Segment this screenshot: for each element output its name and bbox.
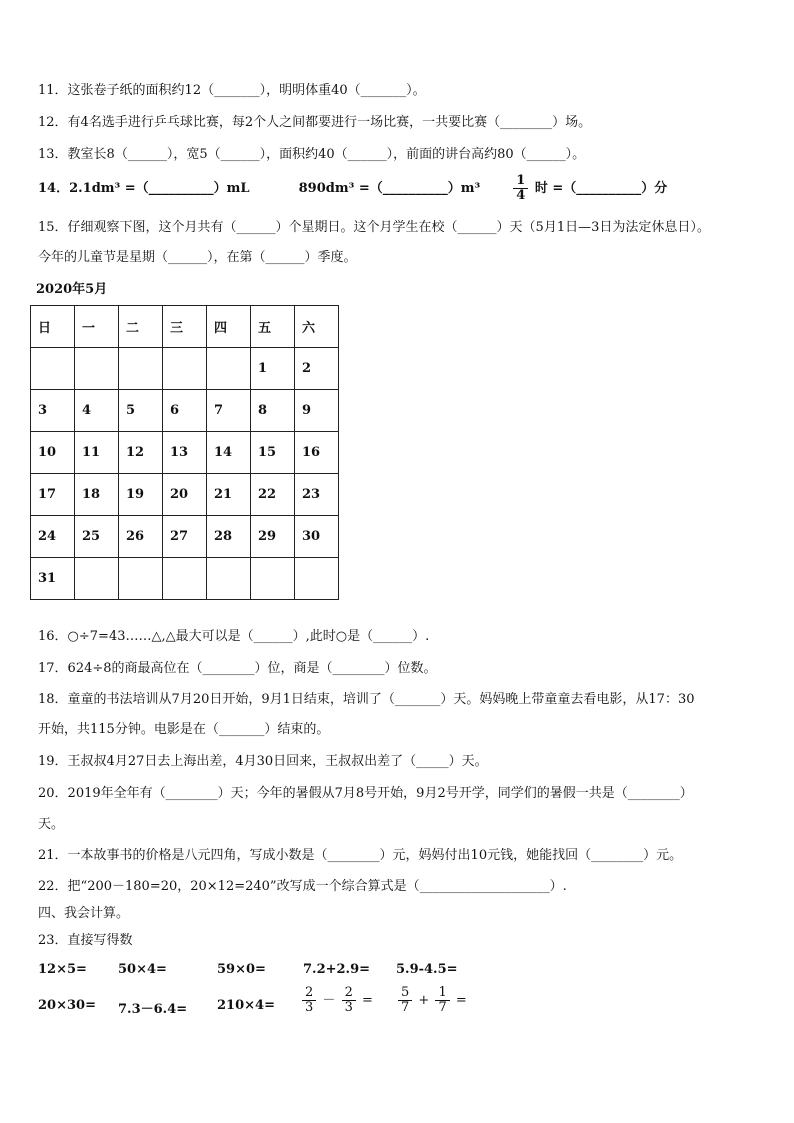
question-15-line2: 今年的儿童节是星期（______），在第（______）季度。 (38, 250, 357, 265)
calc-item: 7.2+2.9= (303, 962, 371, 977)
question-20-line2: 天。 (38, 817, 65, 832)
calendar-day-cell (163, 558, 207, 600)
calendar-day-cell: 10 (31, 432, 75, 474)
calendar-header-cell: 日 (31, 306, 75, 348)
fraction-denominator: 7 (438, 1000, 447, 1015)
q14-part1: 14．2.1dm³ =（__________）mL (38, 181, 250, 196)
calendar-day-cell: 30 (295, 516, 339, 558)
calendar-week-row (31, 474, 339, 516)
question-21: 21．一本故事书的价格是八元四角，写成小数是（________）元，妈妈付出10元钱，她能找回（________）元。 (38, 848, 683, 863)
q14-frac-num: 1 (513, 174, 528, 189)
q14-fraction (513, 174, 528, 203)
q14-part2: 890dm³ =（__________）m³ (298, 181, 481, 196)
calendar-week-row (31, 558, 339, 600)
fraction-denominator: 7 (401, 1000, 410, 1015)
calendar-day-cell: 22 (251, 474, 295, 516)
calendar-day-cell (75, 348, 119, 390)
fraction-numerator: 2 (342, 986, 356, 1001)
calendar-day-cell: 27 (163, 516, 207, 558)
calc-item: 210×4= (217, 998, 275, 1013)
question-18-line2: 开始，共115分钟。电影是在（_______）结束的。 (38, 722, 330, 737)
fraction-denominator: 3 (344, 1000, 353, 1015)
calendar-day-cell: 16 (295, 432, 339, 474)
q14-part3: 时 =（__________）分 (534, 181, 668, 196)
calc-item: 5.9-4.5= (396, 962, 458, 977)
calendar-day-cell: 14 (207, 432, 251, 474)
question-15-line1: 15．仔细观察下图，这个月共有（______）个星期日。这个月学生在校（______）天（5月1日—3日为法定休息日）。 (38, 220, 710, 235)
fraction (398, 986, 412, 1015)
calendar-day-cell: 8 (251, 390, 295, 432)
calendar-day-cell: 15 (251, 432, 295, 474)
calendar-header-row (31, 306, 339, 348)
section-heading-calculation: 四、我会计算。 (38, 906, 130, 921)
calendar-day-cell (75, 558, 119, 600)
calendar-day-cell: 5 (119, 390, 163, 432)
fraction-numerator: 2 (302, 986, 316, 1001)
question-12: 12．有4名选手进行乒乓球比赛，每2个人之间都要进行一场比赛，一共要比赛（________）场。 (38, 115, 592, 130)
calendar-day-cell (163, 348, 207, 390)
calendar-day-cell: 24 (31, 516, 75, 558)
calendar-week-row (31, 348, 339, 390)
calendar-day-cell (295, 558, 339, 600)
q14-frac-den: 4 (516, 188, 526, 203)
calendar-title: 2020年5月 (36, 282, 108, 297)
calendar-day-cell: 6 (163, 390, 207, 432)
calendar-day-cell: 9 (295, 390, 339, 432)
fraction-numerator: 1 (435, 986, 449, 1001)
calendar-day-cell: 25 (75, 516, 119, 558)
fraction-calc-2 (396, 986, 467, 1015)
question-19: 19．王叔叔4月27日去上海出差，4月30日回来，王叔叔出差了（_____）天。 (38, 754, 488, 769)
calc-item: 20×30= (38, 998, 96, 1013)
calendar-day-cell: 23 (295, 474, 339, 516)
calendar-day-cell: 3 (31, 390, 75, 432)
fraction (435, 986, 449, 1015)
operator: + (418, 993, 430, 1008)
calendar-day-cell: 19 (119, 474, 163, 516)
calendar-day-cell: 17 (31, 474, 75, 516)
question-20-line1: 20．2019年全年有（________）天；今年的暑假从7月8号开始，9月2号开学，同学们的暑假一共是（________） (38, 786, 693, 801)
fraction (342, 986, 356, 1015)
calendar-day-cell (207, 558, 251, 600)
calc-item: 59×0= (217, 962, 266, 977)
calendar-day-cell: 4 (75, 390, 119, 432)
calendar-day-cell (207, 348, 251, 390)
calc-item: 12×5= (38, 962, 87, 977)
calendar-header-cell: 二 (119, 306, 163, 348)
calendar-header-cell: 五 (251, 306, 295, 348)
calendar-day-cell: 29 (251, 516, 295, 558)
calendar-day-cell: 31 (31, 558, 75, 600)
calendar-day-cell: 21 (207, 474, 251, 516)
question-17: 17．624÷8的商最高位在（________）位，商是（________）位数。 (38, 661, 437, 676)
fraction-calc-1 (300, 986, 373, 1015)
question-11: 11．这张卷子纸的面积约12（_______），明明体重40（_______）。 (38, 83, 426, 98)
calendar-day-cell: 2 (295, 348, 339, 390)
question-18-line1: 18．童童的书法培训从7月20日开始，9月1日结束，培训了（_______）天。妈妈晚上带童童去看电影，从17：30 (38, 692, 695, 707)
calendar-week-row (31, 390, 339, 432)
calendar-header-cell: 四 (207, 306, 251, 348)
fraction (302, 986, 316, 1015)
calendar-week-row (31, 432, 339, 474)
fraction-numerator: 5 (398, 986, 412, 1001)
calendar-day-cell: 7 (207, 390, 251, 432)
fraction-denominator: 3 (305, 1000, 314, 1015)
calendar-header-cell: 六 (295, 306, 339, 348)
calendar-day-cell (31, 348, 75, 390)
calendar-table (30, 305, 339, 600)
calendar-day-cell: 28 (207, 516, 251, 558)
calendar-day-cell: 13 (163, 432, 207, 474)
calendar-day-cell: 1 (251, 348, 295, 390)
calendar-day-cell (119, 558, 163, 600)
equals-sign: = (455, 993, 467, 1008)
operator: － (322, 993, 336, 1008)
question-22: 22．把“200－180=20，20×12=240”改写成一个综合算式是（____________________）. (38, 879, 567, 894)
calendar-day-cell: 18 (75, 474, 119, 516)
calc-item: 7.3－6.4= (118, 1002, 188, 1017)
question-23-title: 23．直接写得数 (38, 933, 133, 948)
calendar-header-cell: 三 (163, 306, 207, 348)
calendar-week-row (31, 516, 339, 558)
calendar-day-cell (119, 348, 163, 390)
question-13: 13．教室长8（______），宽5（______），面积约40（______），前面的讲台高约80（______）。 (38, 147, 586, 162)
equals-sign: = (362, 993, 373, 1008)
calendar-day-cell: 12 (119, 432, 163, 474)
calendar-day-cell (251, 558, 295, 600)
calendar-day-cell: 11 (75, 432, 119, 474)
question-16: 16．○÷7=43……△,△最大可以是（______）,此时○是（______）. (38, 629, 430, 644)
calendar-day-cell: 20 (163, 474, 207, 516)
question-14 (38, 172, 667, 206)
calc-item: 50×4= (118, 962, 167, 977)
calendar-header-cell: 一 (75, 306, 119, 348)
calendar-day-cell: 26 (119, 516, 163, 558)
